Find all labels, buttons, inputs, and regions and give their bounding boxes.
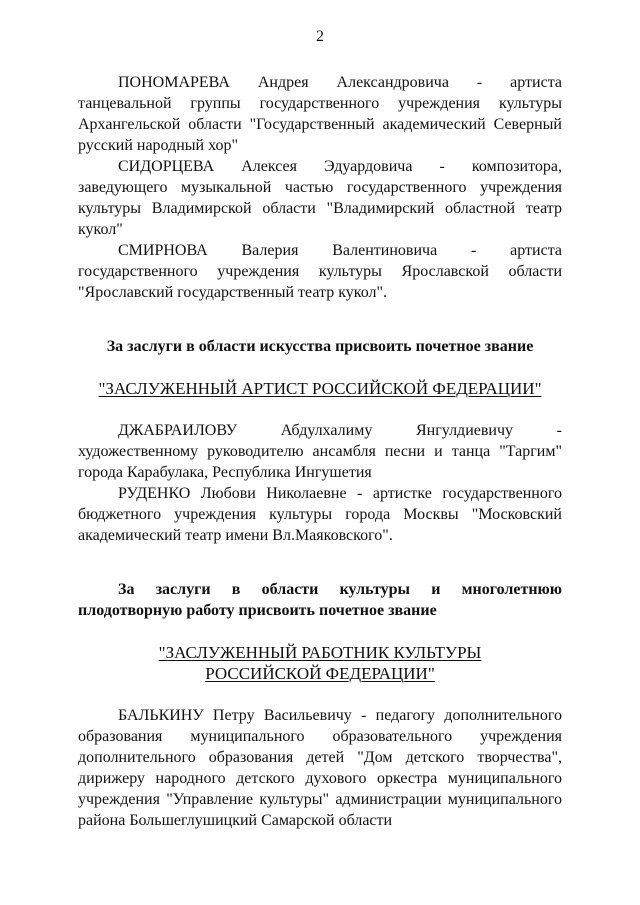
- section-heading: За заслуги в области культуры и многолетнюю плодотворную работу присвоить почетное звание: [78, 581, 562, 619]
- awardee-paragraph: СМИРНОВА Валерия Валентиновича - артиста государственного учреждения культуры Ярославской области "Ярославский государственный театр кукол".: [78, 242, 562, 301]
- honorary-title-text: РОССИЙСКОЙ ФЕДЕРАЦИИ": [205, 664, 435, 683]
- awardee-paragraph: СИДОРЦЕВА Алексея Эдуардовича - композитора, заведующего музыкальной частью государственного учреждения культуры Владимирской области "Владимирский областной театр кукол": [78, 158, 562, 238]
- page-number: 2: [316, 28, 324, 45]
- document-body: [78, 72, 562, 831]
- spacer: [78, 684, 562, 705]
- honorary-title-text: "ЗАСЛУЖЕННЫЙ АРТИСТ РОССИЙСКОЙ ФЕДЕРАЦИИ": [98, 379, 542, 398]
- spacer: [78, 546, 562, 579]
- awardee-paragraph: ПОНОМАРЕВА Андрея Александровича - артиста танцевальной группы государственного учреждения культуры Архангельской области "Государственный академический Северный русский народный хор": [78, 74, 562, 154]
- section-honored-culture-worker: [78, 579, 562, 831]
- spacer: [78, 621, 562, 642]
- honorary-title-text: "ЗАСЛУЖЕННЫЙ РАБОТНИК КУЛЬТУРЫ: [158, 643, 482, 662]
- honorary-title-line-2: [78, 663, 562, 684]
- spacer: [78, 303, 562, 336]
- honorary-title-line-1: [78, 642, 562, 663]
- awardee-paragraph: РУДЕНКО Любови Николаевне - артистке государственного бюджетного учреждения культуры города Москвы "Московский академический театр имени Вл.Маяковского".: [78, 485, 562, 544]
- spacer: [78, 399, 562, 420]
- awardee-paragraph: ДЖАБРАИЛОВУ Абдулхалиму Янгулдиевичу - художественному руководителю ансамбля песни и танца "Таргим" города Карабулака, Республика Ингушетия: [78, 422, 562, 481]
- section-honored-artist: [78, 336, 562, 546]
- section-awardees-continued: [78, 72, 562, 303]
- honorary-title: [78, 378, 562, 399]
- spacer: [78, 357, 562, 378]
- awardee-paragraph: БАЛЬКИНУ Петру Васильевичу - педагогу дополнительного образования муниципального образовательного учреждения дополнительного образования детей "Дом детского творчества", дирижеру народного детского духового оркестра муниципального учреждения "Управление культуры" администрации муниципального района Большеглушицкий Самарской области: [78, 707, 562, 829]
- section-heading: За заслуги в области искусства присвоить почетное звание: [106, 338, 534, 355]
